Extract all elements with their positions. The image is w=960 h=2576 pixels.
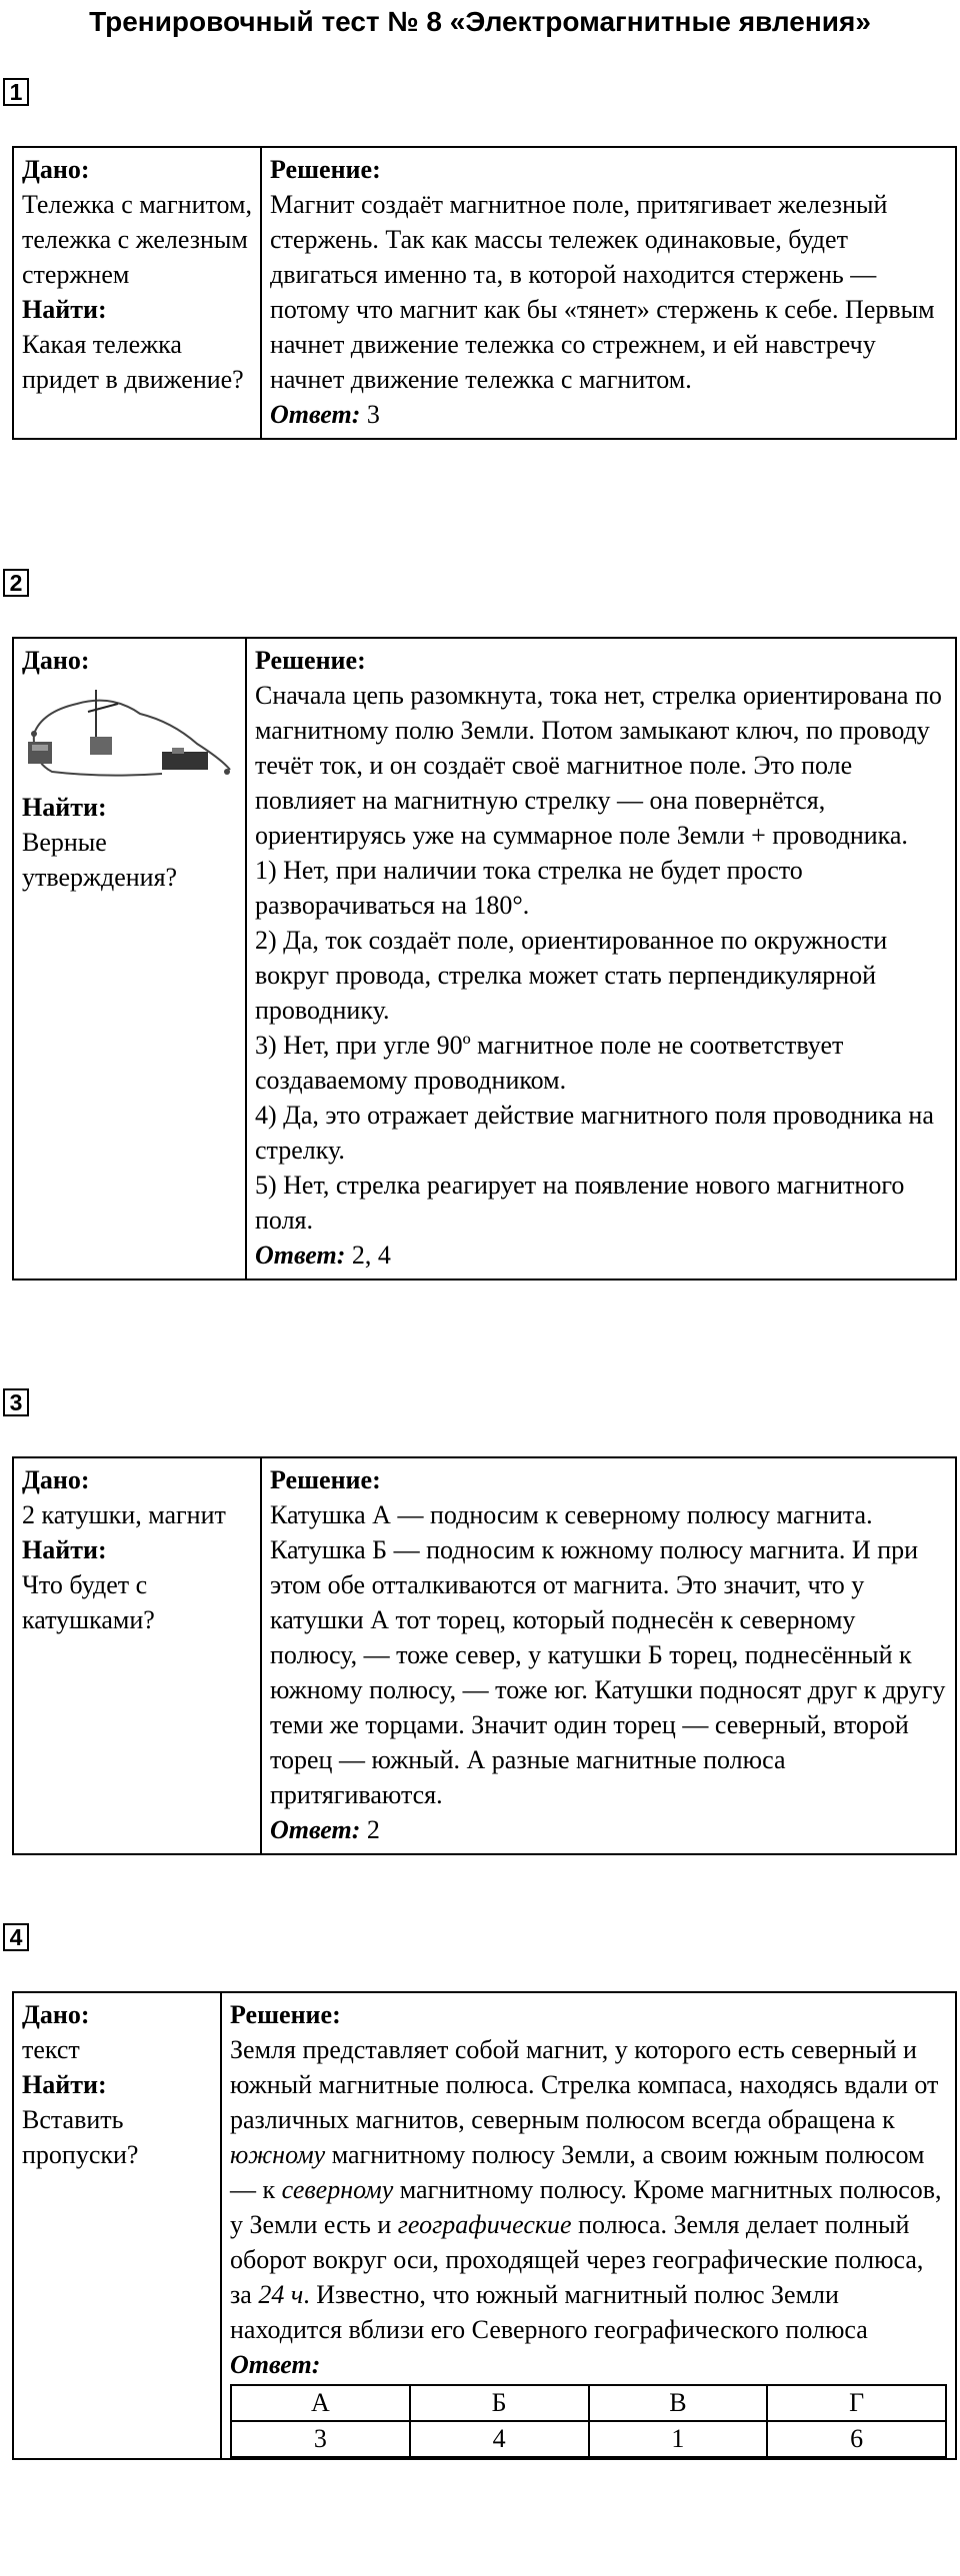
filled-blank-b: северному [281,2175,394,2204]
given-label: Дано: [22,155,90,184]
statement-5: 5) Нет, стрелка реагирует на появление нового магнитного поля. [255,1171,905,1235]
answer-table-values [231,2421,946,2457]
solution-label: Решение: [270,1465,381,1494]
solution-part: магнитному полюсу Земли, а своим южным полюсом — к [230,2140,925,2204]
answer-value: 3 [366,400,380,429]
find-label: Найти: [22,295,107,324]
solution-cell [261,1457,956,1854]
solution-part: . Известно, что южный магнитный полюс Земли находится вблизи его Северного географического полюса [230,2280,868,2344]
solution-part: полюса. Земля делает полный оборот вокруг оси, проходящей через географические полюса, за [230,2210,924,2309]
given-cell [13,638,246,1280]
solution-cell [261,147,956,439]
page-title: Тренировочный тест № 8 «Электромагнитные явления» [89,6,871,37]
find-label: Найти: [22,1535,107,1564]
answer-value: 2 [366,1815,380,1844]
solution-label: Решение: [270,155,381,184]
answer-line [270,397,947,432]
task-number-3: 3 [3,1388,29,1416]
statement-1: 1) Нет, при наличии тока стрелка не будет просто разворачиваться на 180°. [255,856,803,920]
find-text: Верные утверждения? [22,828,178,892]
answer-header-cell: А [231,2385,410,2421]
find-label: Найти: [22,793,107,822]
given-cell [13,1457,261,1854]
answer-header-cell: Г [767,2385,946,2421]
filled-blank-c: географические [397,2210,572,2239]
given-label: Дано: [22,1465,90,1494]
solution-text [230,2032,947,2347]
answer-value: 2, 4 [351,1241,391,1270]
statement-4: 4) Да, это отражает действие магнитного поля проводника на стрелку. [255,1101,934,1165]
task-1-table [12,146,957,440]
answer-line [270,1812,947,1847]
task-number-1: 1 [3,78,29,106]
answer-table-header [231,2385,946,2421]
answer-header-cell: Б [410,2385,589,2421]
find-text: Вставить пропуски? [22,2105,139,2169]
given-text: текст [22,2035,80,2064]
find-text: Какая тележка придет в движение? [22,330,244,394]
solution-part: магнитному полюсу. Кроме магнитных полюсов, у Земли есть и [230,2175,942,2239]
solution-cell [246,638,956,1280]
answer-label: Ответ: [255,1241,346,1270]
solution-part: Земля представляет собой магнит, у которого есть северный и южный магнитные полюса. Стрелка компаса, находясь вдали от различных магнитов, северным полюсом всегда обращена к [230,2035,939,2134]
solution-text: Сначала цепь разомкнута, тока нет, стрелка ориентирована по магнитному полю Земли. Потом замыкают ключ, по проводу течёт ток, и он создаёт своё магнитное поле. Это поле повлияет на магнитную стрелку — она повернётся, ориентируясь уже на суммарное поле Земли + проводника. [255,681,942,850]
task-3-table [12,1456,957,1855]
solution-label: Решение: [255,646,366,675]
task-number-4: 4 [3,1923,29,1951]
find-text: Что будет с катушками? [22,1570,155,1634]
answer-value-cell: 1 [589,2421,768,2457]
solution-label: Решение: [230,2000,341,2029]
answer-header-cell: В [589,2385,768,2421]
solution-text: Катушка А — подносим к северному полюсу магнита. Катушка Б — подносим к южному полюсу магнита. И при этом обе отталкиваются от магнита. Это значит, что у катушки А тот торец, который поднесён к северному полюсу, — тоже север, у катушки Б торец, поднесённый к южному полюсу, — тоже юг. Катушки подносят друг к другу теми же торцами. Значит один торец — северный, второй торец — южный. А разные магнитные полюса притягиваются. [270,1500,946,1809]
given-cell [13,1992,221,2459]
answer-line [230,2347,947,2382]
filled-blank-a: южному [230,2140,326,2169]
find-label: Найти: [22,2070,107,2099]
given-text: 2 катушки, магнит [22,1500,226,1529]
statement-3: 3) Нет, при угле 90º магнитное поле не соответствует создаваемому проводником. [255,1031,844,1095]
given-cell [13,147,261,439]
filled-blank-d: 24 ч [258,2280,304,2309]
solution-text: Магнит создаёт магнитное поле, притягивает железный стержень. Так как массы тележек одинаковые, будет двигаться именно та, в которой находится стержень — потому что магнит как бы «тянет» стержень к себе. Первым начнет движение тележка со стрежнем, и ей навстречу начнет движение тележка с магнитом. [270,190,935,394]
given-label: Дано: [22,646,90,675]
answer-value-cell: 6 [767,2421,946,2457]
answer-value-cell: 3 [231,2421,410,2457]
circuit-diagram [22,682,237,782]
task-4-table [12,1991,957,2460]
answer-label: Ответ: [230,2350,321,2379]
task-2-table [12,637,957,1281]
task-number-2: 2 [3,569,29,597]
given-label: Дано: [22,2000,90,2029]
answer-label: Ответ: [270,400,361,429]
given-text: Тележка с магнитом, тележка с железным стержнем [22,190,253,289]
answer-line [255,1238,947,1273]
answer-label: Ответ: [270,1815,361,1844]
answer-table [230,2384,947,2458]
solution-cell [221,1992,956,2459]
statement-2: 2) Да, ток создаёт поле, ориентированное по окружности вокруг провода, стрелка может стать перпендикулярной проводнику. [255,926,888,1025]
answer-value-cell: 4 [410,2421,589,2457]
